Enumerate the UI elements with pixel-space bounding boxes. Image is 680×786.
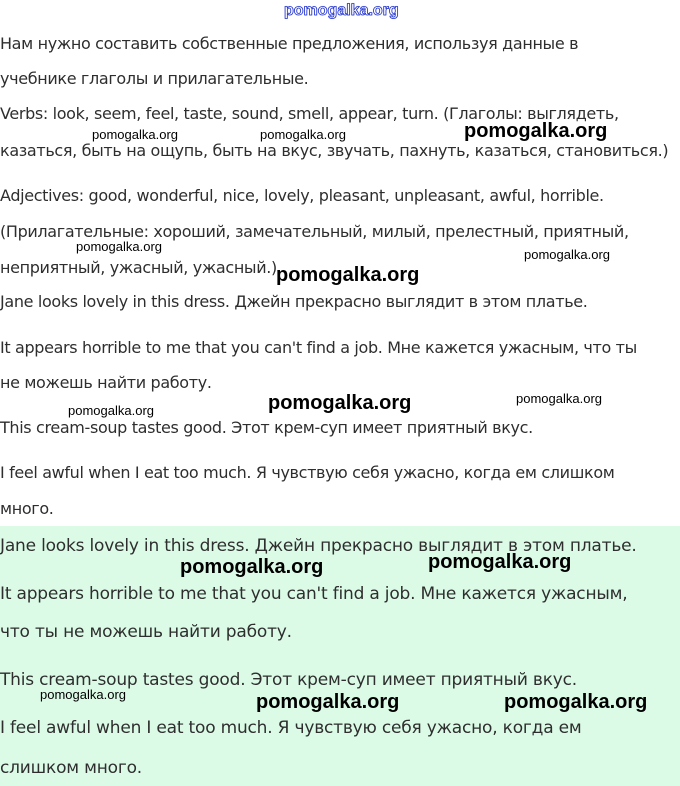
watermark-top: pomogalka.org (284, 2, 399, 19)
watermark: pomogalka.org (76, 239, 162, 254)
sentence-2-line-1: It appears horrible to me that you can't find a job. Мне кажется ужасным, что ты (0, 338, 637, 357)
verbs-line-1: Verbs: look, seem, feel, taste, sound, smell, appear, turn. (Глаголы: выглядеть, (0, 104, 619, 123)
answer-sentence-4-line-2: слишком много. (0, 758, 142, 778)
sentence-4-line-2: много. (0, 499, 54, 518)
sentence-1: Jane looks lovely in this dress. Джейн прекрасно выглядит в этом платье. (0, 292, 588, 311)
verbs-line-2: казаться, быть на ощупь, быть на вкус, звучать, пахнуть, казаться, становиться.) (0, 141, 669, 160)
watermark: pomogalka.org (516, 391, 602, 406)
watermark: pomogalka.org (256, 691, 400, 713)
watermark: pomogalka.org (68, 403, 154, 418)
watermark: pomogalka.org (428, 551, 572, 573)
answer-sentence-2-line-1: It appears horrible to me that you can't find a job. Мне кажется ужасным, (0, 584, 628, 604)
adjectives-line-3: неприятный, ужасный, ужасный.) (0, 258, 277, 277)
watermark: pomogalka.org (268, 392, 412, 414)
adjectives-line-2: (Прилагательные: хороший, замечательный, милый, прелестный, приятный, (0, 222, 629, 241)
answer-sentence-4-line-1: I feel awful when I eat too much. Я чувствую себя ужасно, когда ем (0, 718, 582, 738)
watermark: pomogalka.org (260, 127, 346, 142)
adjectives-line-1: Adjectives: good, wonderful, nice, lovely, pleasant, unpleasant, awful, horrible. (0, 186, 604, 205)
answer-sentence-1: Jane looks lovely in this dress. Джейн прекрасно выглядит в этом платье. (0, 536, 637, 556)
sentence-4-line-1: I feel awful when I eat too much. Я чувствую себя ужасно, когда ем слишком (0, 463, 615, 482)
watermark: pomogalka.org (92, 127, 178, 142)
watermark: pomogalka.org (180, 556, 324, 578)
sentence-2-line-2: не можешь найти работу. (0, 373, 212, 392)
watermark: pomogalka.org (40, 687, 126, 702)
answer-sentence-3: This cream-soup tastes good. Этот крем-суп имеет приятный вкус. (0, 670, 577, 690)
intro-line-2: учебнике глаголы и прилагательные. (0, 69, 309, 88)
watermark: pomogalka.org (504, 691, 648, 713)
watermark: pomogalka.org (464, 120, 608, 142)
sentence-3: This cream-soup tastes good. Этот крем-суп имеет приятный вкус. (0, 418, 533, 437)
watermark: pomogalka.org (276, 264, 420, 286)
answer-sentence-2-line-2: что ты не можешь найти работу. (0, 622, 292, 642)
answer-highlight (0, 526, 680, 786)
watermark: pomogalka.org (524, 247, 610, 262)
intro-line-1: Нам нужно составить собственные предложения, используя данные в (0, 34, 579, 53)
